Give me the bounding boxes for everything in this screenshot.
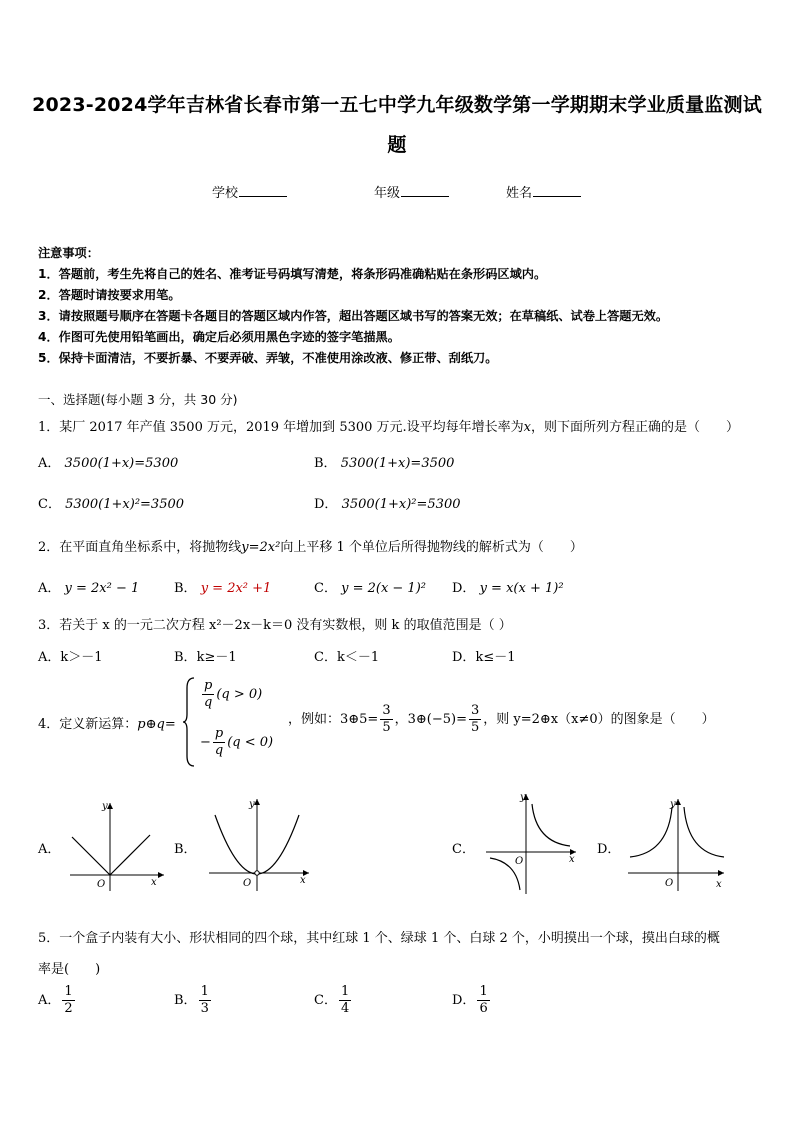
frac-num: 3 [470, 703, 480, 718]
option-expr: y = x(x + 1)² [479, 581, 564, 596]
q5-option-a[interactable] [38, 984, 77, 1017]
option-expr: 5300(1+x)=3500 [340, 456, 455, 471]
q1-option-c[interactable] [38, 493, 184, 512]
origin-label: O [243, 878, 252, 889]
section-heading: 一、选择题(每小题 3 分，共 30 分) [38, 392, 238, 407]
option-letter: D． [452, 993, 476, 1008]
option-expr: 3500(1+x)²=5300 [341, 497, 461, 512]
frac-num: p [204, 678, 213, 693]
frac-num: 1 [340, 984, 350, 999]
frac-num: 1 [64, 984, 73, 999]
q4-case1-cond: (q > 0) [216, 687, 263, 702]
option-frac [339, 984, 351, 1017]
q5-option-d[interactable] [452, 984, 492, 1017]
q3-option-a[interactable] [38, 646, 103, 665]
frac-num: 3 [382, 703, 391, 718]
school-blank[interactable] [239, 184, 287, 197]
q5-stem-line1: 5．一个盒子内装有大小、形状相同的四个球，其中红球 1 个、绿球 1 个、白球 2 个，小明摸出一个球，摸出白球的概 [38, 931, 720, 946]
q4-ex1-frac [380, 703, 392, 736]
option-letter: C． [38, 497, 61, 512]
q4-graph-a[interactable] [60, 795, 170, 895]
graph-d-branch-right [684, 807, 724, 857]
option-letter: D． [452, 650, 476, 665]
notice-heading: 注意事项： [38, 246, 99, 260]
notice-item: 1．答题前，考生先将自己的姓名、准考证号码填写清楚，将条形码准确粘贴在条形码区域内。 [38, 267, 547, 281]
q3-option-b[interactable] [174, 646, 237, 665]
grade-field[interactable] [374, 182, 449, 201]
axis-y-label: y [102, 801, 108, 812]
q4-example-text: ，例如：3⊕5= [288, 712, 379, 727]
option-expr: 3500(1+x)=5300 [64, 456, 179, 471]
option-frac [199, 984, 211, 1017]
q4-option-c-letter[interactable]: C． [452, 842, 475, 857]
q1-option-d[interactable] [314, 493, 461, 512]
q4-operator: p⊕q= [137, 717, 176, 732]
frac-den: q [214, 743, 224, 758]
option-letter: D． [314, 497, 338, 512]
option-expr: y = 2x² +1 [200, 581, 272, 596]
origin-label: O [97, 879, 106, 890]
graph-a-left-ray [72, 837, 110, 875]
q1-option-a[interactable] [38, 452, 178, 471]
axis-x-label: x [300, 875, 306, 886]
option-text: k≤－1 [475, 650, 516, 665]
notice-item: 2．答题时请按要求用笔。 [38, 288, 181, 302]
q3-stem: 3．若关于 x 的一元二次方程 x²－2x－k＝0 没有实数根，则 k 的取值范围是（ ） [38, 618, 512, 633]
school-field[interactable] [212, 182, 287, 201]
q5-option-b[interactable] [174, 984, 213, 1017]
q1-stem-tail: ，则下面所列方程正确的是（ ） [531, 420, 740, 435]
q1-stem [38, 416, 739, 435]
frac-den: 2 [64, 1001, 73, 1016]
option-letter: B． [174, 581, 197, 596]
name-field[interactable] [506, 182, 581, 201]
q1-option-b[interactable] [314, 452, 454, 471]
option-frac [62, 984, 74, 1017]
option-letter: C． [314, 581, 337, 596]
frac-den: 5 [470, 720, 480, 735]
q4-graph-c[interactable] [482, 790, 582, 895]
axis-x-label: x [151, 877, 157, 888]
q1-var: x [523, 420, 532, 435]
option-letter: A． [38, 650, 61, 665]
option-text: k≥－1 [196, 650, 237, 665]
frac-num: 1 [479, 984, 488, 999]
q4-case1-frac [202, 678, 214, 711]
axis-y-label: y [520, 792, 526, 803]
q2-option-d[interactable] [452, 577, 564, 596]
option-letter: A． [38, 581, 61, 596]
q3-option-d[interactable] [452, 646, 515, 665]
graph-b-hollow-point [255, 871, 259, 875]
q4-stem-prefix [38, 713, 176, 732]
option-text: k＜－1 [336, 650, 380, 665]
option-letter: B． [174, 993, 197, 1008]
option-letter: D． [452, 581, 476, 596]
option-frac [477, 984, 489, 1017]
axis-x-label: x [569, 854, 575, 865]
q2-stem [38, 536, 583, 555]
q4-brace [182, 676, 198, 768]
option-letter: C． [314, 993, 337, 1008]
frac-den: q [204, 695, 213, 710]
school-label: 学校 [212, 186, 239, 201]
q4-case2-sign: − [200, 735, 211, 750]
origin-label: O [515, 856, 524, 867]
name-blank[interactable] [533, 184, 581, 197]
graph-d-branch-left [630, 807, 672, 857]
graph-a-right-ray [110, 835, 150, 875]
notice-block [38, 243, 668, 369]
graph-c-branch-upper [532, 804, 570, 846]
q4-case2 [200, 726, 273, 759]
q4-graph-b[interactable] [205, 795, 315, 895]
grade-label: 年级 [374, 186, 401, 201]
q3-option-c[interactable] [314, 646, 379, 665]
name-label: 姓名 [506, 186, 533, 201]
q2-option-a[interactable] [38, 577, 139, 596]
q4-option-d-letter[interactable]: D． [597, 842, 621, 857]
axis-y-label: y [249, 799, 255, 810]
origin-label: O [665, 878, 674, 889]
q4-case1 [200, 678, 262, 711]
axis-x-label: x [716, 879, 722, 890]
grade-blank[interactable] [401, 184, 449, 197]
option-letter: A． [38, 993, 61, 1008]
frac-den: 3 [200, 1001, 209, 1016]
option-letter: A． [38, 456, 61, 471]
q5-option-c[interactable] [314, 984, 353, 1017]
q4-option-b-letter[interactable]: B． [174, 842, 197, 857]
q2-stem-text: 2．在平面直角坐标系中，将抛物线 [38, 540, 242, 555]
option-text: k＞－1 [60, 650, 103, 665]
axis-y-label: y [670, 799, 676, 810]
q4-stem-text: 4．定义新运算： [38, 717, 138, 732]
frac-den: 6 [479, 1001, 488, 1016]
notice-item: 5．保持卡面清洁，不要折暴、不要弄破、弄皱，不准使用涂改液、修正带、刮纸刀。 [38, 351, 498, 365]
notice-item: 4．作图可先使用铅笔画出，确定后必须用黑色字迹的签字笔描黑。 [38, 330, 400, 344]
option-letter: B． [314, 456, 337, 471]
q4-ex2-frac [469, 703, 481, 736]
q2-expr: y=2x² [241, 540, 281, 555]
q4-option-a-letter[interactable]: A． [38, 842, 61, 857]
frac-num: p [214, 726, 224, 741]
q1-stem-text: 1．某厂 2017 年产值 3500 万元，2019 年增加到 5300 万元.设平均每年增长率为 [38, 420, 524, 435]
notice-item: 3．请按照题号顺序在答题卡各题目的答题区域内作答，超出答题区域书写的答案无效；在草稿纸、试卷上答题无效。 [38, 309, 669, 323]
q4-graph-d[interactable] [624, 795, 728, 895]
q2-option-b[interactable] [174, 577, 271, 596]
option-expr: y = 2(x − 1)² [341, 581, 426, 596]
page-title-line1: 2023-2024学年吉林省长春市第一五七中学九年级数学第一学期期末学业质量监测试 [32, 94, 762, 116]
option-letter: B． [174, 650, 197, 665]
q4-example [288, 703, 715, 736]
q4-example-text2: ，3⊕(−5)= [394, 712, 467, 727]
option-expr: 5300(1+x)²=3500 [65, 497, 185, 512]
q4-case2-frac [213, 726, 225, 759]
frac-den: 4 [340, 1001, 350, 1016]
q4-case2-cond: (q < 0) [227, 735, 274, 750]
option-letter: C． [314, 650, 337, 665]
q2-option-c[interactable] [314, 577, 426, 596]
q5-stem-line2: 率是( ) [38, 962, 101, 977]
option-expr: y = 2x² − 1 [64, 581, 140, 596]
page-title-line2: 题 [387, 134, 407, 156]
frac-den: 5 [382, 720, 391, 735]
q4-stem-tail: ，则 y=2⊕x（x≠0）的图象是（ ） [483, 712, 715, 727]
q2-stem-tail: 向上平移 1 个单位后所得抛物线的解析式为（ ） [280, 540, 583, 555]
frac-num: 1 [200, 984, 209, 999]
